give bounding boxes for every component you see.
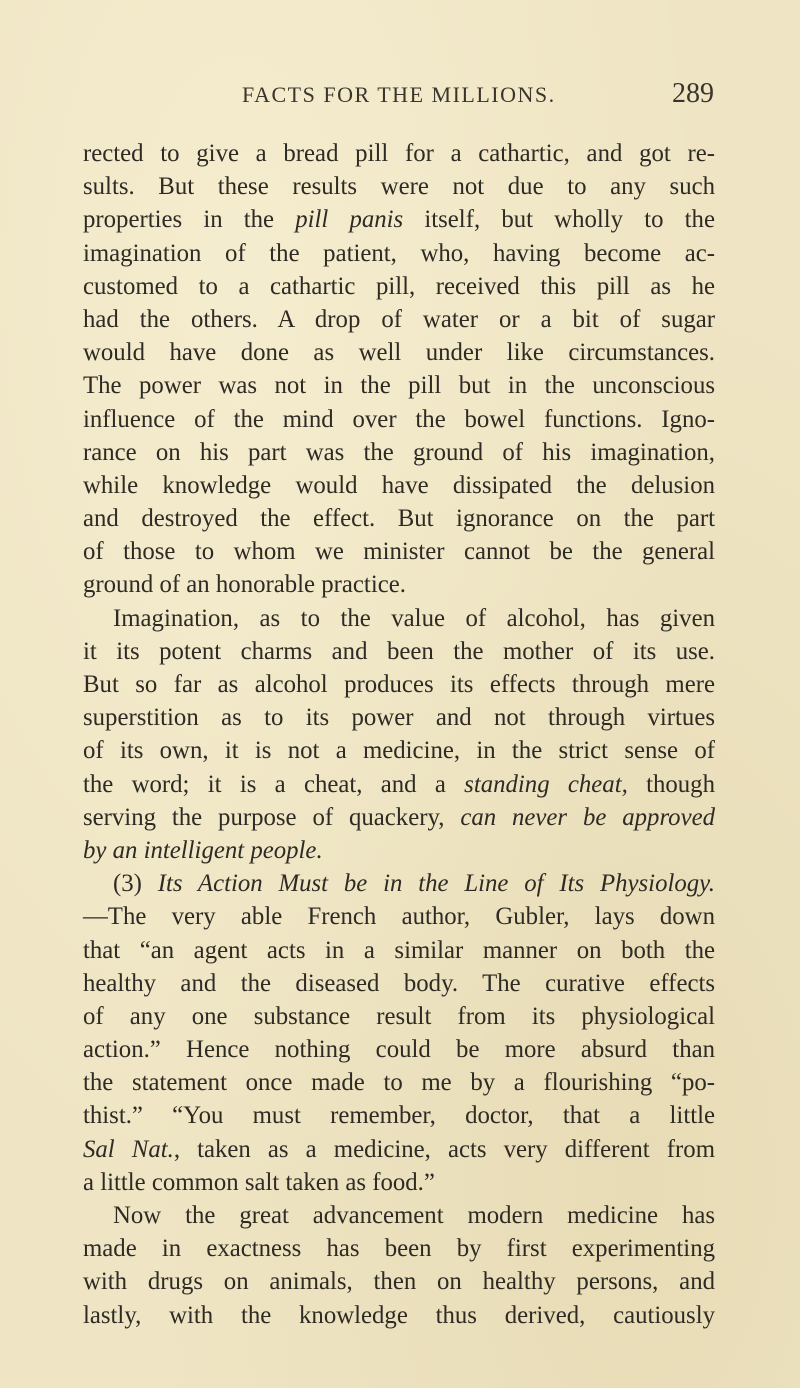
text-line	[83, 1099, 715, 1132]
text-run: would have done as well under like circumstances.	[83, 339, 715, 367]
text-line	[83, 1133, 715, 1166]
text-line	[83, 270, 715, 303]
text-run: ground of an honorable practice.	[83, 571, 406, 599]
text-line	[83, 834, 715, 867]
text-line	[83, 237, 715, 270]
text-line	[83, 403, 715, 436]
text-run: sults. But these results were not due to any such	[83, 173, 715, 201]
text-run: (3)	[113, 870, 158, 898]
text-run: a little common salt taken as food.”	[83, 1168, 435, 1196]
text-run: had the others. A drop of water or a bit of sugar	[83, 305, 715, 333]
text-line	[83, 1199, 715, 1232]
text-run: while knowledge would have dissipated the delusion	[83, 471, 715, 499]
text-line	[83, 701, 715, 734]
text-run: imagination of the patient, who, having become ac-	[83, 239, 715, 267]
text-line	[83, 734, 715, 767]
body-text	[83, 137, 715, 1332]
text-run: —The very able French author, Gubler, lays down	[83, 903, 715, 931]
italic-phrase: Sal Nat.	[83, 1135, 174, 1163]
text-line	[83, 635, 715, 668]
text-run: Now the great advancement modern medicine has	[113, 1202, 715, 1229]
text-line	[83, 369, 715, 402]
text-run: and destroyed the effect. But ignorance on the part	[83, 505, 715, 533]
text-line	[83, 668, 715, 701]
text-run: serving the purpose of quackery,	[83, 803, 461, 831]
text-run: healthy and the diseased body. The curative effects	[83, 969, 715, 997]
text-run: action.” Hence nothing could be more absurd than	[83, 1036, 715, 1064]
text-line	[83, 170, 715, 203]
text-line	[83, 469, 715, 502]
page-number: 289	[672, 78, 714, 109]
text-line	[83, 900, 715, 933]
text-run: of its own, it is not a medicine, in the strict sense of	[83, 737, 715, 765]
text-line	[83, 137, 715, 170]
text-line	[83, 436, 715, 469]
italic-phrase: pill panis	[295, 206, 404, 234]
running-head: FACTS FOR THE MILLIONS.	[242, 82, 556, 107]
text-run: customed to a cathartic pill, received this pill as he	[83, 272, 715, 300]
text-line	[83, 336, 715, 369]
text-run: lastly, with the knowledge thus derived, cautiously	[83, 1301, 715, 1329]
text-run: though	[627, 770, 715, 798]
text-run: , taken as a medicine, acts very different from	[173, 1135, 715, 1163]
text-line	[83, 934, 715, 967]
italic-phrase: by an intelligent people.	[83, 836, 323, 864]
italic-phrase: Its Action Must be in the Line of Its Physiology.	[157, 870, 715, 898]
text-line	[83, 1166, 715, 1199]
text-run: made in exactness has been by first experimenting	[83, 1235, 715, 1263]
text-run: But so far as alcohol produces its effects through mere	[83, 671, 715, 698]
text-line	[83, 1000, 715, 1033]
text-line	[83, 203, 715, 236]
text-run: it its potent charms and been the mother of its use.	[83, 637, 715, 665]
text-line	[83, 867, 715, 900]
text-run: rected to give a bread pill for a cathartic, and got re-	[83, 140, 715, 167]
text-line	[83, 602, 715, 635]
text-run: the statement once made to me by a flourishing “po-	[83, 1069, 715, 1097]
text-line	[83, 1265, 715, 1298]
text-run: the word; it is a cheat, and a	[83, 770, 465, 798]
text-line	[83, 1066, 715, 1099]
text-run: The power was not in the pill but in the unconscious	[83, 372, 715, 400]
text-run: thist.” “You must remember, doctor, that a little	[83, 1102, 715, 1130]
text-run: influence of the mind over the bowel functions. Igno-	[83, 405, 715, 433]
text-run: with drugs on animals, then on healthy persons, and	[83, 1268, 715, 1296]
text-line	[83, 1299, 715, 1332]
italic-phrase: can never be approved	[460, 803, 715, 831]
text-line	[83, 967, 715, 1000]
text-run: itself, but wholly to the	[403, 206, 715, 234]
text-line	[83, 502, 715, 535]
text-line	[83, 568, 715, 601]
text-run: Imagination, as to the value of alcohol, has given	[113, 604, 715, 632]
text-run: that “an agent acts in a similar manner on both the	[83, 936, 715, 964]
text-run: rance on his part was the ground of his imagination,	[83, 438, 715, 466]
text-run: superstition as to its power and not through virtues	[83, 704, 715, 732]
text-line	[83, 768, 715, 801]
text-line	[83, 1033, 715, 1066]
text-run: of those to whom we minister cannot be the general	[83, 538, 715, 566]
text-line	[83, 303, 715, 336]
text-line	[83, 1232, 715, 1265]
text-run: of any one substance result from its physiological	[83, 1002, 715, 1030]
text-line	[83, 801, 715, 834]
italic-phrase: standing cheat,	[464, 770, 628, 798]
text-line	[83, 535, 715, 568]
text-run: properties in the	[83, 206, 296, 234]
page-header	[0, 78, 800, 122]
